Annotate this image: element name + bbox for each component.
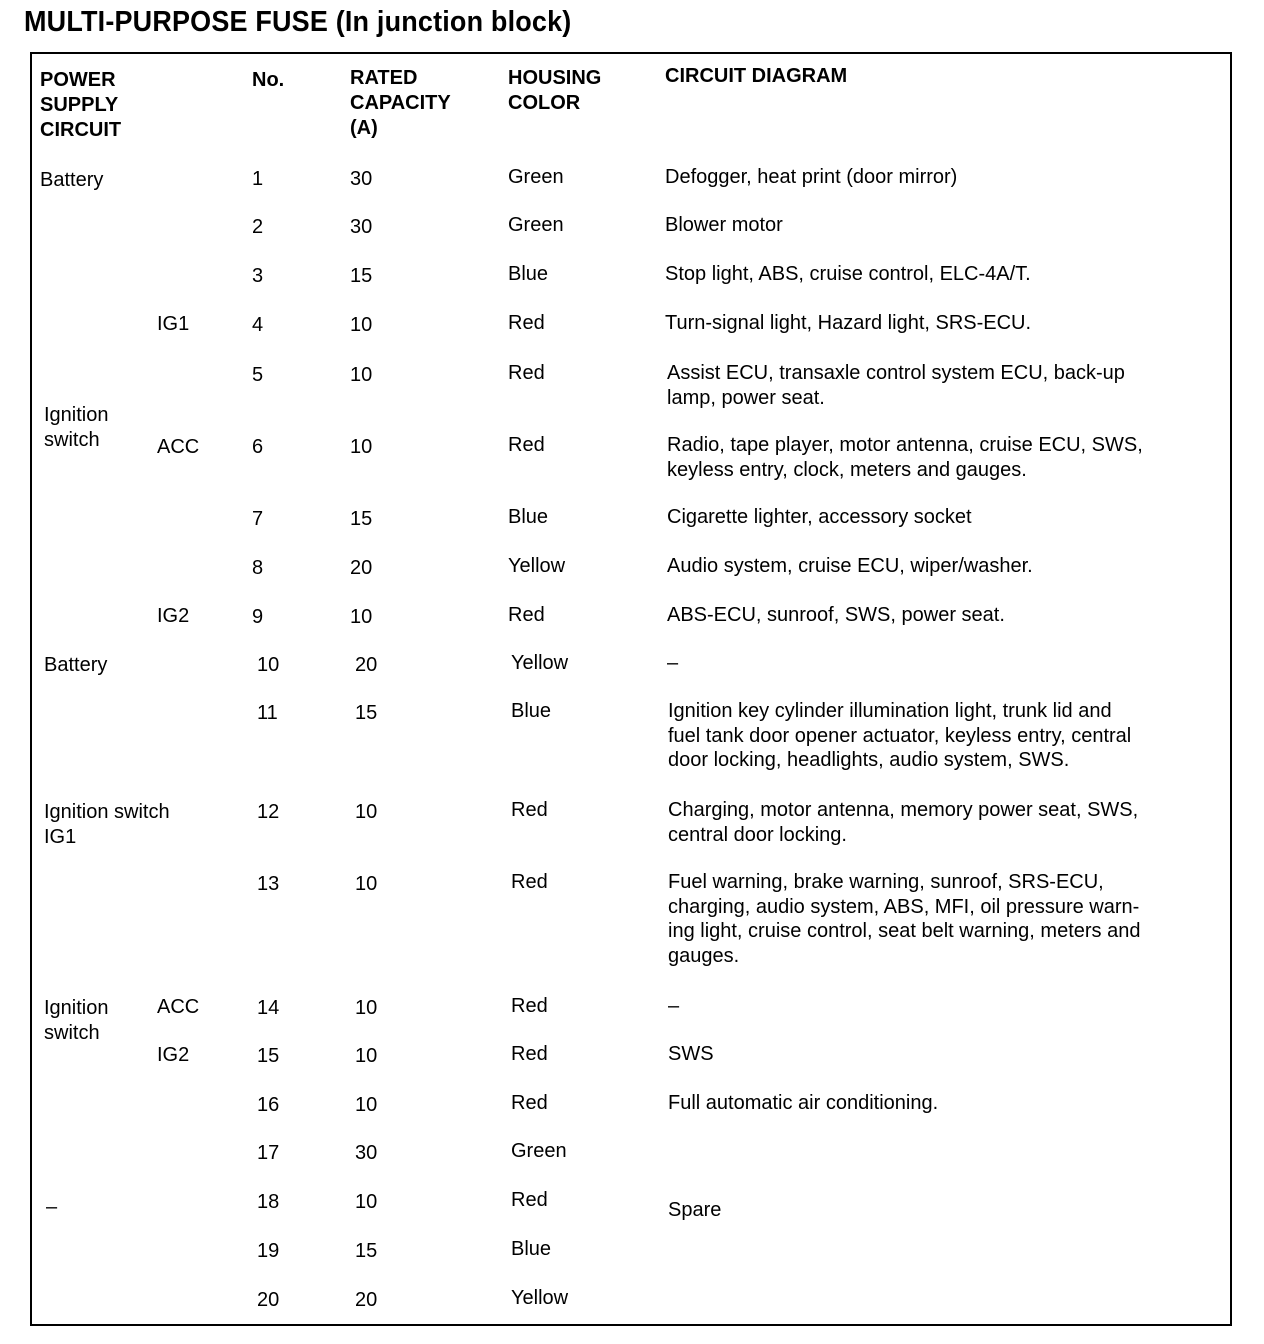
circuit-diagram: – — [667, 652, 679, 674]
housing-color: Red — [508, 312, 545, 334]
housing-color: Blue — [511, 700, 552, 722]
fuse-number: 20 — [257, 1289, 280, 1311]
rated-capacity: 20 — [350, 557, 373, 579]
rated-capacity: 10 — [350, 436, 373, 458]
spare-label: Spare — [668, 1199, 722, 1221]
housing-color: Yellow — [511, 652, 569, 674]
fuse-table — [30, 52, 1232, 1326]
fuse-number: 17 — [257, 1142, 280, 1164]
rated-capacity: 10 — [355, 1045, 378, 1067]
fuse-number: 8 — [252, 557, 264, 579]
circuit-diagram: Radio, tape player, motor antenna, cruise ECU, SWS, keyless entry, clock, meters and gauges. — [667, 434, 1143, 481]
rated-capacity: 30 — [350, 216, 373, 238]
housing-color: Green — [508, 214, 564, 236]
housing-color: Red — [511, 799, 548, 821]
rated-capacity: 20 — [355, 1289, 378, 1311]
fuse-number: 14 — [257, 997, 280, 1019]
fuse-number: 4 — [252, 314, 264, 336]
housing-color: Red — [511, 871, 548, 893]
power-supply-label: Battery — [40, 169, 104, 191]
circuit-diagram: Defogger, heat print (door mirror) — [665, 166, 958, 188]
fuse-number: 5 — [252, 364, 264, 386]
housing-color: Yellow — [511, 1287, 569, 1309]
fuse-number: 12 — [257, 801, 280, 823]
circuit-diagram: – — [668, 995, 680, 1017]
header-housing-color: HOUSING COLOR — [508, 67, 602, 114]
power-supply-label: IG2 — [157, 1044, 190, 1066]
power-supply-label: Ignition switch — [44, 997, 109, 1044]
circuit-diagram: Audio system, cruise ECU, wiper/washer. — [667, 555, 1033, 577]
housing-color: Blue — [511, 1238, 552, 1260]
power-supply-label: IG2 — [157, 605, 190, 627]
power-supply-label: ACC — [157, 996, 200, 1018]
fuse-number: 1 — [252, 168, 264, 190]
power-supply-label: ACC — [157, 436, 200, 458]
rated-capacity: 15 — [355, 1240, 378, 1262]
housing-color: Yellow — [508, 555, 566, 577]
circuit-diagram: Stop light, ABS, cruise control, ELC-4A/T. — [665, 263, 1031, 285]
circuit-diagram: ABS-ECU, sunroof, SWS, power seat. — [667, 604, 1005, 626]
rated-capacity: 10 — [350, 364, 373, 386]
rated-capacity: 10 — [350, 606, 373, 628]
housing-color: Red — [511, 1043, 548, 1065]
rated-capacity: 15 — [355, 702, 378, 724]
circuit-diagram: Fuel warning, brake warning, sunroof, SRS-ECU, charging, audio system, ABS, MFI, oil pressure warn- ing light, cruise control, seat belt warning, meters and gauges. — [668, 871, 1141, 967]
header-circuit-diagram: CIRCUIT DIAGRAM — [665, 65, 848, 87]
header-rated-capacity: RATED CAPACITY (A) — [350, 67, 451, 139]
fuse-number: 11 — [257, 702, 278, 724]
page-title: MULTI-PURPOSE FUSE (In junction block) — [24, 6, 572, 38]
housing-color: Red — [508, 362, 545, 384]
housing-color: Red — [508, 434, 545, 456]
rated-capacity: 30 — [355, 1142, 378, 1164]
rated-capacity: 15 — [350, 508, 373, 530]
housing-color: Red — [511, 995, 548, 1017]
rated-capacity: 10 — [355, 997, 378, 1019]
rated-capacity: 10 — [355, 1094, 378, 1116]
fuse-number: 9 — [252, 606, 264, 628]
fuse-number: 13 — [257, 873, 280, 895]
housing-color: Green — [511, 1140, 567, 1162]
rated-capacity: 10 — [355, 1191, 378, 1213]
fuse-number: 10 — [257, 654, 280, 676]
power-supply-label: – — [46, 1196, 58, 1218]
rated-capacity: 10 — [355, 801, 378, 823]
housing-color: Blue — [508, 506, 549, 528]
header-power-supply: POWER SUPPLY CIRCUIT — [40, 69, 122, 141]
power-supply-label: Ignition switch — [44, 404, 109, 451]
circuit-diagram: Cigarette lighter, accessory socket — [667, 506, 972, 528]
power-supply-label: Battery — [44, 654, 108, 676]
power-supply-label: IG1 — [157, 313, 190, 335]
fuse-number: 7 — [252, 508, 264, 530]
header-no: No. — [252, 69, 285, 91]
circuit-diagram: Full automatic air conditioning. — [668, 1092, 939, 1114]
housing-color: Green — [508, 166, 564, 188]
rated-capacity: 30 — [350, 168, 373, 190]
housing-color: Blue — [508, 263, 549, 285]
housing-color: Red — [511, 1189, 548, 1211]
circuit-diagram: Ignition key cylinder illumination light, trunk lid and fuel tank door opener actuator, keyless entry, central door locking, headlights, audio system, SWS. — [668, 700, 1132, 771]
rated-capacity: 15 — [350, 265, 373, 287]
rated-capacity: 20 — [355, 654, 378, 676]
circuit-diagram: Assist ECU, transaxle control system ECU, back-up lamp, power seat. — [667, 362, 1125, 409]
fuse-number: 15 — [257, 1045, 280, 1067]
fuse-number: 19 — [257, 1240, 280, 1262]
fuse-number: 3 — [252, 265, 264, 287]
rated-capacity: 10 — [355, 873, 378, 895]
fuse-number: 6 — [252, 436, 264, 458]
circuit-diagram: SWS — [668, 1043, 714, 1065]
fuse-number: 18 — [257, 1191, 280, 1213]
power-supply-label: Ignition switch IG1 — [44, 801, 170, 848]
circuit-diagram: Blower motor — [665, 214, 783, 236]
rated-capacity: 10 — [350, 314, 373, 336]
circuit-diagram: Charging, motor antenna, memory power seat, SWS, central door locking. — [668, 799, 1139, 846]
fuse-number: 2 — [252, 216, 264, 238]
circuit-diagram: Turn-signal light, Hazard light, SRS-ECU. — [665, 312, 1032, 334]
housing-color: Red — [508, 604, 545, 626]
fuse-number: 16 — [257, 1094, 280, 1116]
housing-color: Red — [511, 1092, 548, 1114]
